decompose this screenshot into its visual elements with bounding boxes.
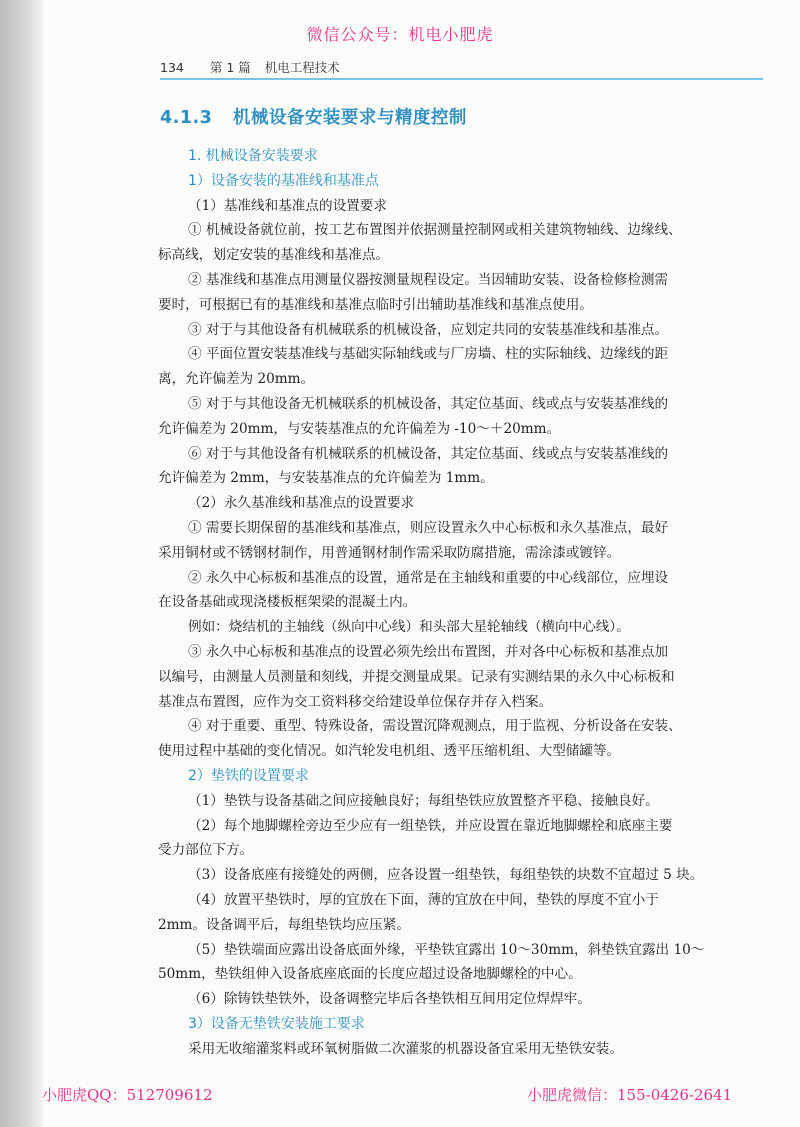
paragraph-line: ③ 对于与其他设备有机械联系的机械设备，应划定共同的安装基准线和基准点。 bbox=[188, 321, 669, 338]
paragraph-line: 受力部位下方。 bbox=[158, 842, 254, 859]
page-edge-shadow bbox=[0, 0, 46, 1127]
heading-level-3: （2）永久基准线和基准点的设置要求 bbox=[188, 495, 415, 512]
paragraph-line: 采用无收缩灌浆料或环氧树脂做二次灌浆的机器设备宜采用无垫铁安装。 bbox=[188, 1040, 623, 1057]
paragraph-line: ⑤ 对于与其他设备无机械联系的机械设备，其定位基面、线或点与安装基准线的 bbox=[188, 395, 669, 412]
page-number: 134 bbox=[160, 60, 184, 75]
header-rule bbox=[160, 78, 763, 80]
paragraph-line: ② 永久中心标板和基准点的设置，通常是在主轴线和重要的中心线部位，应埋设 bbox=[188, 569, 669, 586]
paragraph-line: 50mm，垫铁组伸入设备底座底面的长度应超过设备地脚螺栓的中心。 bbox=[158, 966, 582, 983]
heading-level-2: 2）垫铁的设置要求 bbox=[188, 767, 309, 784]
part-label: 第 1 篇 bbox=[209, 60, 251, 75]
heading-level-2: 1）设备安装的基准线和基准点 bbox=[188, 172, 379, 189]
paragraph-line: 要时，可根据已有的基准线和基准点临时引出辅助基准线和基准点使用。 bbox=[158, 296, 593, 313]
paragraph-line: 采用铜材或不锈钢材制作，用普通钢材制作需采取防腐措施，需涂漆或镀锌。 bbox=[158, 544, 621, 561]
paragraph-line: 允许偏差为 20mm，与安装基准点的允许偏差为 -10～＋20mm。 bbox=[158, 420, 561, 437]
paragraph-line: ③ 永久中心标板和基准点的设置必须先绘出布置图，并对各中心标板和基准点加 bbox=[188, 643, 669, 660]
paragraph-line: （1）垫铁与设备基础之间应接触良好；每组垫铁应放置整齐平稳、接触良好。 bbox=[188, 792, 659, 809]
heading-level-3: （1）基准线和基准点的设置要求 bbox=[188, 197, 387, 214]
paragraph-line: 以编号，由测量人员测量和刻线，并提交测量成果。记录有实测结果的永久中心标板和 bbox=[158, 668, 675, 685]
section-title: 机械设备安装要求与精度控制 bbox=[232, 108, 467, 128]
heading-level-2: 3）设备无垫铁安装施工要求 bbox=[188, 1015, 365, 1032]
paragraph-line: 在设备基础或现浇楼板框架梁的混凝土内。 bbox=[158, 594, 417, 611]
paragraph-line: ① 机械设备就位前，按工艺布置图并依据测量控制网或相关建筑物轴线、边缘线、 bbox=[188, 222, 682, 239]
paragraph-line: ④ 平面位置安装基准线与基础实际轴线或与厂房墙、柱的实际轴线、边缘线的距 bbox=[188, 346, 669, 363]
paragraph-line: （4）放置平垫铁时，厚的宜放在下面，薄的宜放在中间，垫铁的厚度不宜小于 bbox=[188, 891, 659, 908]
paragraph-line: ⑥ 对于与其他设备有机械联系的机械设备，其定位基面、线或点与安装基准线的 bbox=[188, 445, 669, 462]
paragraph-line: ④ 对于重要、重型、特殊设备，需设置沉降观测点，用于监视、分析设备在安装、 bbox=[188, 718, 682, 735]
paragraph-line: （3）设备底座有接缝处的两侧，应各设置一组垫铁，每组垫铁的块数不宜超过 5 块。 bbox=[188, 867, 704, 884]
paragraph-line: ① 需要长期保留的基准线和基准点，则应设置永久中心标板和永久基准点，最好 bbox=[188, 519, 669, 536]
section-heading bbox=[160, 104, 763, 129]
paragraph-line: 标高线，划定安装的基准线和基准点。 bbox=[158, 247, 390, 264]
paragraph-line: 基准点布置图，应作为交工资料移交给建设单位保存并存入档案。 bbox=[158, 693, 553, 710]
paragraph-line: ② 基准线和基准点用测量仪器按测量规程设定。当因辅助安装、设备检修检测需 bbox=[188, 271, 669, 288]
part-title: 机电工程技术 bbox=[264, 60, 340, 75]
watermark-bottom-left: 小肥虎QQ：512709612 bbox=[42, 1086, 213, 1104]
paragraph-line: 例如：烧结机的主轴线（纵向中心线）和头部大星轮轴线（横向中心线）。 bbox=[188, 619, 630, 636]
paragraph-line: 允许偏差为 2mm，与安装基准点的允许偏差为 1mm。 bbox=[158, 470, 494, 487]
paragraph-line: （6）除铸铁垫铁外，设备调整完毕后各垫铁相互间用定位焊焊牢。 bbox=[188, 991, 591, 1008]
paragraph-line: （2）每个地脚螺栓旁边至少应有一组垫铁，并应设置在靠近地脚螺栓和底座主要 bbox=[188, 817, 673, 834]
heading-level-1: 1. 机械设备安装要求 bbox=[188, 148, 318, 164]
running-header bbox=[160, 58, 763, 80]
section-number: 4.1.3 bbox=[160, 108, 213, 128]
paragraph-line: 离，允许偏差为 20mm。 bbox=[158, 371, 315, 388]
paragraph-line: 使用过程中基础的变化情况。如汽轮发电机组、透平压缩机组、大型储罐等。 bbox=[158, 743, 621, 760]
paragraph-line: 2mm。设备调平后，每组垫铁均应压紧。 bbox=[158, 916, 410, 933]
watermark-bottom-right: 小肥虎微信：155-0426-2641 bbox=[527, 1086, 733, 1104]
watermark-top: 微信公众号：机电小肥虎 bbox=[306, 25, 494, 44]
paragraph-line: （5）垫铁端面应露出设备底面外缘，平垫铁宜露出 10～30mm，斜垫铁宜露出 10～ bbox=[188, 941, 705, 958]
body-text bbox=[158, 144, 764, 1061]
